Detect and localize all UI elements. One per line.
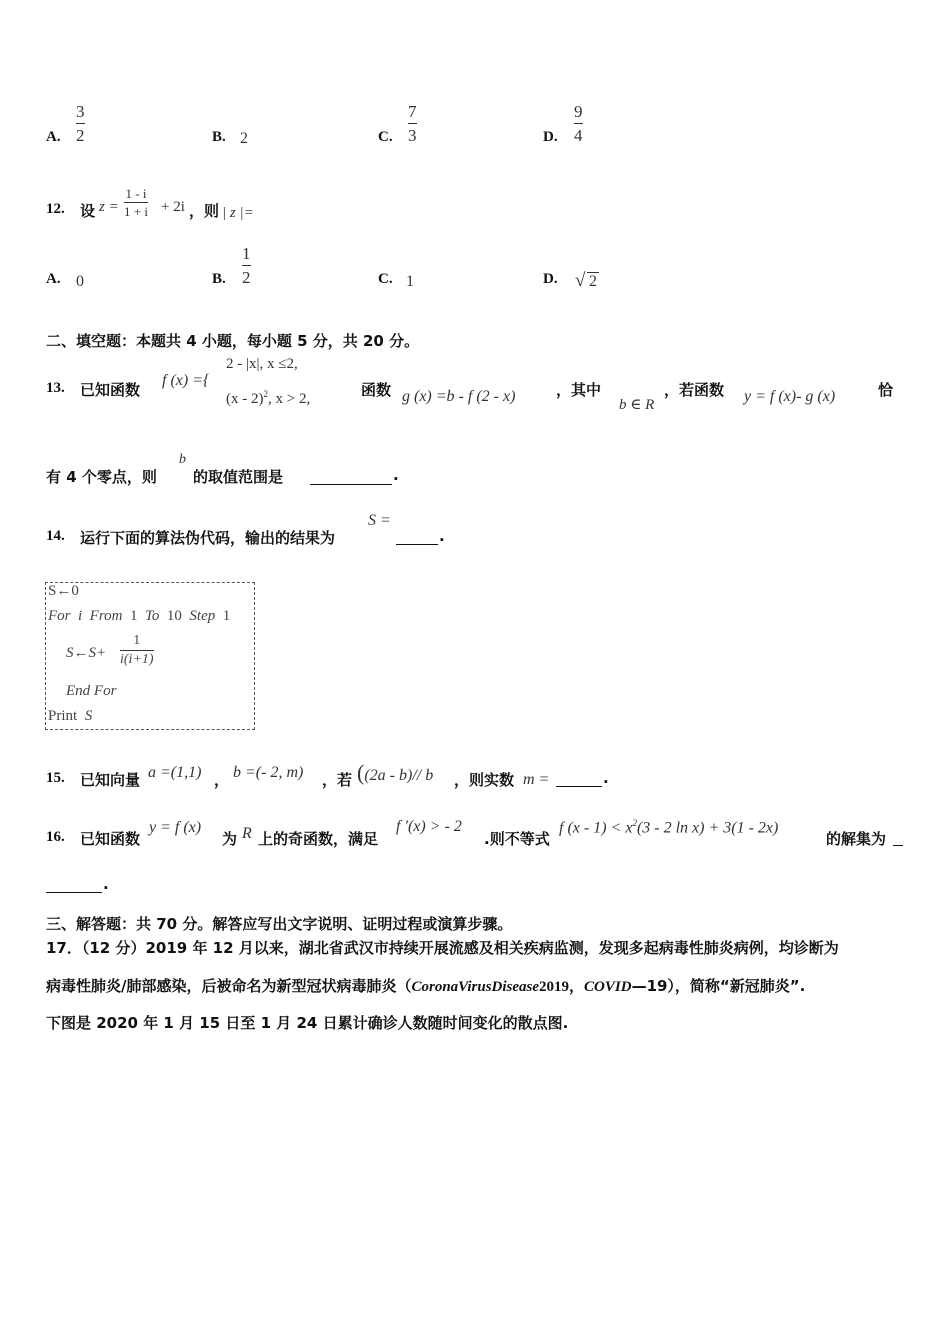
code-fraction: 1 i(i+1)	[120, 633, 154, 667]
q14-s-eq: S =	[368, 512, 391, 529]
q14-text: 运行下面的算法伪代码，输出的结果为	[80, 529, 336, 547]
q13-line-2a: 有 4 个零点，则	[46, 468, 157, 486]
q15-number: 15.	[46, 770, 65, 786]
q17-line-1: 17．（12 分）2019 年 12 月以来，湖北省武汉市持续开展流感及相关疾病监测，发现多起病毒性肺炎病例，均诊断为	[46, 939, 839, 957]
option-c-label: C.	[378, 129, 393, 145]
q15-text-1: 已知向量	[80, 771, 141, 789]
q13-condition: b ∈ R	[619, 397, 655, 413]
q15-a-vector: a =(1,1)	[148, 764, 202, 781]
q13-fx: f (x) ={	[162, 372, 210, 389]
q12-option-b-label: B.	[212, 271, 226, 287]
q13-yx: y = f (x)- g (x)	[744, 388, 836, 405]
code-line-1: S←0	[48, 583, 79, 599]
q13-case-2: (x - 2)$^2$, x > 2,	[226, 389, 311, 407]
q12-option-a-value: 0	[76, 273, 84, 290]
option-b-label: B.	[212, 129, 226, 145]
q16-number: 16.	[46, 829, 65, 845]
q12-z-eq: z =	[99, 199, 119, 215]
q12-option-c-value: 1	[406, 273, 414, 290]
q13-text-1: 已知函数	[80, 381, 141, 399]
q16-derivative: f ′(x) > - 2	[396, 818, 462, 835]
q16-yfx: y = f (x)	[149, 819, 202, 836]
q12-option-d-label: D.	[543, 271, 558, 287]
q15-condition: ((2a - b)// b	[357, 760, 434, 785]
q17-line-2: 病毒性肺炎/肺部感染，后被命名为新型冠状病毒肺炎（CoronaVirusDisease2019，COVID—19），简称“新冠肺炎”.	[46, 977, 806, 995]
q13-b-var: b	[179, 452, 186, 467]
q13-answer-blank[interactable]	[310, 466, 392, 485]
code-line-3: S←S+	[66, 645, 107, 661]
option-b-value: 2	[240, 130, 248, 147]
q16-text-2: 为	[222, 830, 238, 848]
q15-text-3: ，则实数	[454, 771, 515, 789]
q15-text-2: ，若	[322, 771, 353, 789]
q12-then: ，则	[189, 202, 220, 220]
q12-option-d-radicand: 2	[589, 273, 597, 290]
q12-abs: | z |=	[222, 205, 254, 221]
option-a-fraction: 3 2	[76, 102, 85, 145]
q12-option-a-label: A.	[46, 271, 61, 287]
option-c-fraction: 7 3	[408, 102, 417, 145]
q16-answer-blank[interactable]	[46, 874, 102, 893]
q16-inequality: f $(x - 1) < x^2(3 - 2$ ln x) + 3(1 - 2x)	[559, 818, 779, 837]
code-line-5: Print S	[48, 708, 93, 724]
q12-option-c-label: C.	[378, 271, 393, 287]
q15-dot: .	[603, 769, 609, 787]
q15-comma: ，	[214, 771, 230, 789]
q15-b-vector: b =(- 2, m)	[233, 764, 304, 781]
q14-number: 14.	[46, 528, 65, 544]
q17-line-3: 下图是 2020 年 1 月 15 日至 1 月 24 日累计确诊人数随时间变化的散点图.	[46, 1014, 569, 1032]
q12-number: 12.	[46, 201, 65, 217]
code-line-4: End For	[66, 683, 117, 699]
q13-gx: g (x) =b - f (2 - x)	[402, 388, 516, 405]
q13-text-2: 函数	[361, 381, 392, 399]
q14-answer-blank[interactable]	[396, 527, 438, 545]
sqrt-icon: √	[575, 270, 586, 291]
q16-answer-blank-start[interactable]	[893, 828, 903, 846]
q13-text-3: ，其中	[556, 381, 602, 399]
q12-prefix: 设	[80, 202, 96, 220]
q13-dot: .	[393, 466, 399, 484]
option-d-fraction: 9 4	[574, 102, 583, 145]
q16-text-1: 已知函数	[80, 830, 141, 848]
q15-answer-blank[interactable]	[556, 768, 602, 787]
q16-text-5: 的解集为	[826, 830, 887, 848]
code-line-2: For i From 1 To 10 Step 1	[48, 608, 231, 624]
q14-dot: .	[439, 527, 445, 545]
q13-text-4: ，若函数	[664, 381, 725, 399]
option-d-label: D.	[543, 129, 558, 145]
q13-case-1: 2 - |x|, x ≤2,	[226, 356, 298, 372]
q12-plus: + 2i	[161, 199, 185, 215]
q16-R: R	[242, 825, 252, 842]
option-a-label: A.	[46, 129, 61, 145]
q16-text-3: 上的奇函数，满足	[258, 830, 379, 848]
q15-m-eq: m =	[523, 771, 550, 788]
section-2-heading: 二、填空题：本题共 4 小题，每小题 5 分，共 20 分。	[46, 332, 420, 350]
q13-number: 13.	[46, 380, 65, 396]
q16-text-4: .则不等式	[484, 830, 550, 848]
q12-option-b-fraction: 1 2	[242, 244, 251, 287]
q13-text-5: 恰	[878, 381, 894, 399]
q12-fraction: 1 - i 1 + i	[124, 186, 148, 219]
q13-line-2b: 的取值范围是	[193, 468, 284, 486]
q16-dot: .	[103, 875, 109, 893]
section-3-heading: 三、解答题：共 70 分。解答应写出文字说明、证明过程或演算步骤。	[46, 915, 513, 933]
